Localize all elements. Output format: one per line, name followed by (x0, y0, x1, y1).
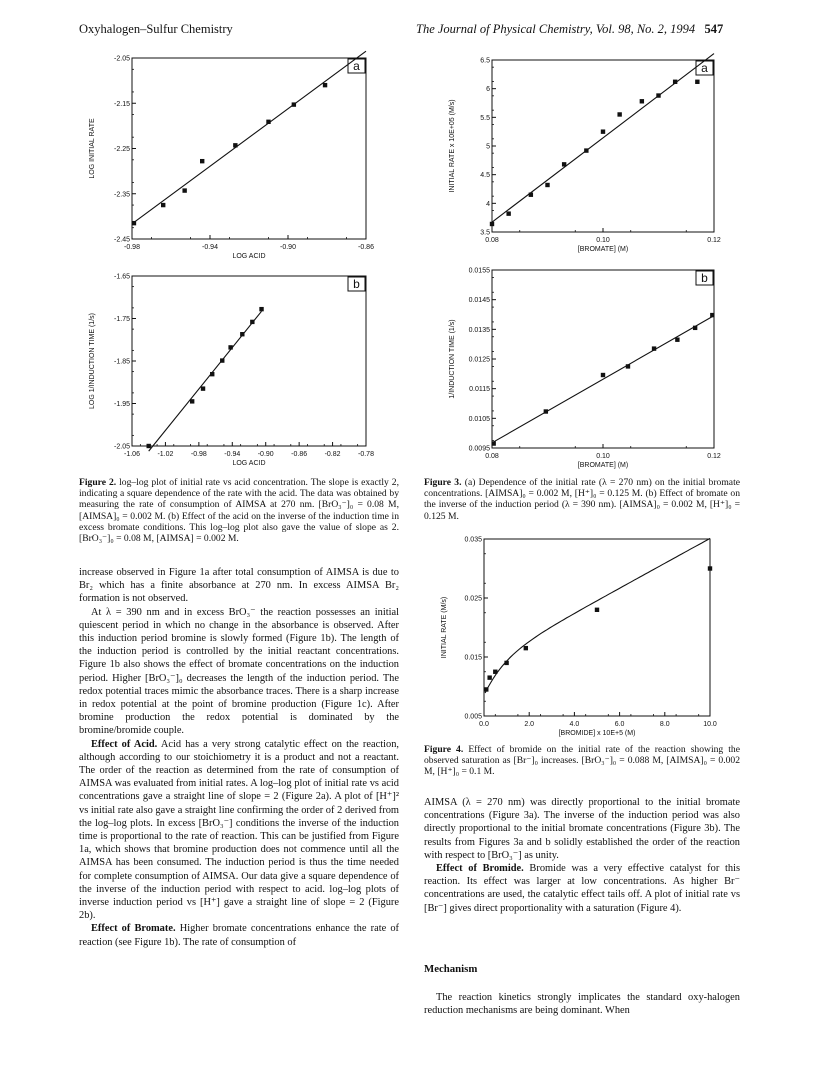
data-point (161, 203, 165, 207)
y-tick-label: 0.005 (464, 713, 482, 721)
caption-label: Figure 4. (424, 744, 464, 755)
data-point (200, 159, 204, 163)
x-tick-label: 4.0 (569, 721, 580, 728)
x-tick-label: -0.98 (124, 244, 140, 251)
x-tick-label: 0.08 (485, 237, 499, 244)
x-tick-label: -1.02 (157, 451, 174, 458)
figure-3b-chart (440, 262, 740, 472)
data-point (601, 129, 605, 133)
data-point (595, 608, 599, 612)
data-point (675, 338, 679, 342)
paragraph: Effect of Bromide. Bromide was a very effective catalyst for this reaction. Its effect was larger at low concentrations. As higher Br⁻ concentrations are used, the catalytic effect tails off. A plot of initial rate vs [Br⁻] gives direct proportionality with a saturation (Figure 4). (424, 863, 741, 914)
data-point (544, 409, 548, 413)
data-point (545, 183, 549, 187)
fit-line (149, 311, 262, 451)
data-point (259, 307, 263, 311)
panel-label: b (353, 277, 360, 291)
data-point (626, 364, 630, 368)
paragraph: increase observed in Figure 1a after total consumption of AIMSA is due to Br₂ which has a finite absorbance at 270 nm. In excess AIMSA Br₂ formation is not observed. (79, 567, 399, 605)
data-point (708, 566, 712, 570)
y-axis-label: INITIAL RATE x 10E+05 (M/s) (449, 99, 456, 193)
y-tick-label: 0.0095 (468, 445, 490, 453)
x-axis-label: [BROMATE] (M) (577, 246, 629, 253)
x-tick-label: 10.0 (703, 721, 717, 728)
panel-label: b (701, 271, 708, 285)
panel-label: a (353, 59, 360, 73)
data-point (233, 143, 237, 147)
data-point (601, 373, 605, 377)
x-tick-label: -0.78 (358, 451, 374, 458)
figure-4-chart (430, 532, 740, 740)
x-axis-label: [BROMIDE] x 10E+5 (M) (558, 730, 636, 737)
data-point (710, 313, 714, 317)
data-point (182, 188, 186, 192)
x-tick-label: -0.90 (257, 451, 274, 458)
caption-label: Figure 2. (79, 477, 117, 488)
fit-curve (485, 538, 710, 693)
paragraph: Effect of Bromate. Higher bromate concentrations enhance the rate of reaction (see Figure 1b). The rate of consumption of (79, 923, 399, 948)
y-tick-label: 0.035 (464, 536, 482, 544)
x-tick-label: -0.94 (202, 244, 218, 251)
plot-frame (132, 58, 366, 239)
x-tick-label: -0.90 (280, 244, 296, 251)
data-point (652, 346, 656, 350)
data-point (584, 148, 588, 152)
y-tick-label: -1.85 (114, 358, 130, 366)
x-tick-label: 8.0 (659, 721, 670, 728)
data-point (490, 222, 494, 226)
y-tick-label: -2.35 (114, 191, 130, 199)
data-point (484, 687, 488, 691)
x-tick-label: 0.10 (596, 237, 610, 244)
y-axis-label: INITIAL RATE (M/s) (441, 596, 448, 659)
data-point (132, 221, 136, 225)
right-column-text-continued (424, 991, 740, 1017)
y-axis-label: 1/INDUCTION TIME (1/s) (449, 319, 456, 399)
x-tick-label: 0.0 (479, 721, 489, 728)
y-tick-label: 0.0145 (468, 297, 490, 305)
caption-label: Figure 3. (424, 477, 462, 488)
data-point (323, 83, 327, 87)
left-column-text (79, 566, 399, 949)
running-header-left: Oxyhalogen–Sulfur Chemistry (79, 22, 233, 36)
paragraph: At λ = 390 nm and in excess BrO₃⁻ the reaction possesses an initial quiescent period in which no change in the absorbance is observed. After this induction period bromine is slowly formed (Figure 1b). The length of the induction period is controlled by the initial reactant concentrations. Figure 1b also shows the effect of bromate concentrations on the induction period. Higher [BrO₃⁻]₀ decreases the length of the induction period. The redox potential traces mimic the absorbance traces. There is a sharp increase in redox potential at the point of bromine production (Figure 1c). After bromine production the redox potential is dominated by the bromine/bromide couple. (79, 606, 399, 737)
panel-label: a (701, 61, 708, 75)
data-point (493, 670, 497, 674)
x-tick-label: -0.82 (324, 451, 341, 458)
data-point (524, 646, 528, 650)
caption-text: log–log plot of initial rate vs acid concentration. The slope is exactly 2, indicating a square dependence of the rate with the acid. The data was obtained by measuring the rate of consumption of AIMSA at 270 nm. [BrO₃⁻]₀ = 0.08 M, [AIMSA]₀ = 0.002 M. (b) Effect of the acid on the inverse of the induction time in excess bromate conditions. This log–log plot also gave the value of slope as 2. [BrO₃⁻]₀ = 0.08 M, [AIMSA] = 0.002 M. (79, 477, 399, 545)
y-tick-label: 0.0115 (469, 386, 490, 394)
y-tick-label: 0.0135 (468, 326, 490, 334)
y-tick-label: 0.025 (464, 595, 482, 603)
y-tick-label: -1.65 (114, 273, 130, 281)
data-point (693, 326, 697, 330)
y-tick-label: 5 (486, 143, 490, 151)
plot-frame (484, 539, 710, 716)
fit-line (492, 316, 714, 443)
y-tick-label: 6.5 (480, 57, 490, 65)
x-tick-label: 0.12 (707, 237, 721, 244)
data-point (190, 399, 194, 403)
journal-citation: The Journal of Physical Chemistry, Vol. 98, No. 2, 1994 (416, 22, 696, 36)
paragraph: The reaction kinetics strongly implicates the standard oxy-halogen reduction mechanisms are being dominant. When (424, 992, 740, 1017)
plot-frame (492, 270, 714, 448)
plot-frame (132, 276, 366, 446)
data-point (656, 93, 660, 97)
x-tick-label: -0.98 (190, 451, 207, 458)
y-tick-label: 0.015 (464, 654, 482, 662)
y-tick-label: 5.5 (480, 114, 490, 122)
data-point (529, 193, 533, 197)
x-tick-label: 0.12 (707, 453, 721, 460)
y-tick-label: 6 (486, 86, 490, 94)
plot-frame (492, 60, 714, 232)
data-point (147, 444, 151, 448)
x-axis-label: LOG ACID (232, 460, 266, 467)
right-column-text (424, 796, 740, 915)
y-tick-label: 0.0105 (468, 415, 490, 423)
y-tick-label: 0.0125 (468, 356, 490, 364)
x-tick-label: 6.0 (614, 721, 625, 728)
data-point (228, 345, 232, 349)
data-point (640, 99, 644, 103)
fit-line (492, 54, 714, 223)
y-tick-label: -2.05 (114, 55, 130, 63)
figure-3-caption (424, 477, 740, 522)
y-tick-label: 4 (486, 200, 490, 208)
caption-text: (a) Dependence of the initial rate (λ = 270 nm) on the initial bromate concentrations. [AIMSA]₀ = 0.002 M, [H⁺]₀ = 0.125 M. (b) Effect of bromate on the inverse of the induction period (λ = 390 nm). [AIMSA]₀ = 0.002 M, [H⁺]₀ = 0.125 M. (424, 477, 740, 522)
y-tick-label: -1.95 (114, 401, 130, 408)
x-tick-label: 2.0 (524, 721, 535, 728)
data-point (210, 372, 214, 376)
data-point (240, 332, 244, 336)
data-point (562, 162, 566, 166)
x-tick-label: -0.94 (224, 451, 241, 458)
data-point (220, 358, 224, 362)
running-header-right (416, 22, 723, 37)
x-tick-label: 0.08 (485, 453, 499, 460)
x-axis-label: LOG ACID (232, 253, 266, 260)
data-point (491, 441, 495, 445)
y-tick-label: -2.25 (114, 146, 130, 153)
fit-line (132, 51, 366, 224)
section-heading: Mechanism (424, 963, 478, 975)
y-tick-label: -1.75 (114, 316, 130, 323)
section-run-in-heading: Effect of Bromide. (436, 863, 524, 875)
y-tick-label: 0.0155 (468, 267, 490, 275)
figure-2-caption (79, 477, 399, 544)
y-tick-label: -2.45 (114, 236, 130, 244)
y-tick-label: 4.5 (480, 172, 490, 180)
y-tick-label: 3.5 (480, 229, 490, 237)
data-point (504, 661, 508, 665)
y-tick-label: -2.05 (114, 443, 130, 451)
figure-2a-chart (80, 50, 380, 270)
x-axis-label: [BROMATE] (M) (577, 462, 629, 469)
section-run-in-heading: Effect of Bromate. (91, 923, 176, 935)
y-axis-label: LOG 1/INDUCTION TIME (1/s) (89, 313, 96, 409)
data-point (673, 80, 677, 84)
figure-4-caption (424, 744, 740, 778)
section-run-in-heading: Effect of Acid. (91, 738, 158, 750)
caption-text: Effect of bromide on the initial rate of the reaction showing the observed saturation as [Br⁻]₀ increases. [BrO₃⁻]₀ = 0.088 M, [AIMSA]₀ = 0.002 M, [H⁺]₀ = 0.1 M. (424, 744, 740, 778)
data-point (292, 102, 296, 106)
x-tick-label: 0.10 (596, 453, 610, 460)
data-point (617, 112, 621, 116)
y-axis-label: LOG INITIAL RATE (89, 118, 96, 179)
x-tick-label: -0.86 (291, 451, 308, 458)
y-tick-label: -2.15 (114, 100, 130, 108)
page-number: 547 (704, 22, 724, 36)
x-tick-label: -0.86 (358, 244, 374, 251)
data-point (506, 211, 510, 215)
figure-2b-chart (80, 268, 380, 473)
data-point (266, 120, 270, 124)
paragraph: Effect of Acid. Acid has a very strong catalytic effect on the reaction, although according to our stoichiometry it is a product and not a reactant. The order of the reaction as determined from the rate of consumption of AIMSA was evaluated from initial rates. A log–log plot of initial rate vs acid concentrations gave a straight line of slope = 2 (Figure 2a). A plot of [H⁺]² vs initial rate also gave a straight line confirming the order of 2 derived from the log–log plots. In excess [BrO₃⁻] conditions the inverse of the induction time is proportional to the rate of reaction. This can be justified from Figure 1a, which shows that bromine production does not commence until all the AIMSA has been consumed. The induction period is thus the time needed for complete consumption of AIMSA. Our data give a square dependence of the inverse of the induction period with respect to acid. log–log plots of inverse induction period vs [H⁺] gave a straight line of slope = 2 (Figure 2b). (79, 738, 399, 922)
data-point (695, 80, 699, 84)
paragraph: AIMSA (λ = 270 nm) was directly proportional to the initial bromate concentrations (Figure 3a). The inverse of the induction period was also directly proportional to the initial bromate concentrations (Figure 3b). The results from Figures 3a and b solidly established the order of the reaction with respect to [BrO₃⁻] as unity. (424, 797, 740, 861)
data-point (201, 386, 205, 390)
data-point (487, 675, 491, 679)
data-point (250, 320, 254, 324)
x-tick-label: -1.06 (124, 451, 140, 458)
figure-3a-chart (440, 50, 740, 265)
